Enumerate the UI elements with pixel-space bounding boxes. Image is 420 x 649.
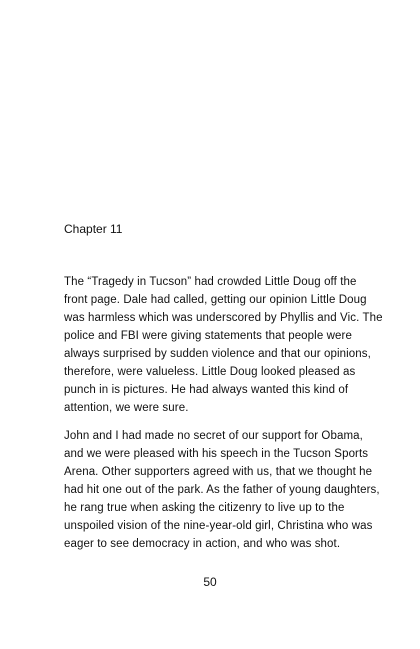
paragraph-line: had hit one out of the park. As the father of young daughters, xyxy=(64,484,380,496)
paragraph-line: punch in is pictures. He had always wanted this kind of xyxy=(64,384,349,396)
paragraph-line: John and I had made no secret of our support for Obama, xyxy=(64,430,363,442)
paragraph-line: eager to see democracy in action, and who was shot. xyxy=(64,538,341,550)
paragraph-1 xyxy=(64,273,383,417)
paragraph-line: was harmless which was underscored by Phyllis and Vic. The xyxy=(64,312,383,324)
paragraph-line: always surprised by sudden violence and that our opinions, xyxy=(64,348,371,360)
paragraph-line: and we were pleased with his speech in the Tucson Sports xyxy=(64,448,369,460)
paragraph-line: therefore, were valueless. Little Doug looked pleased as xyxy=(64,366,356,378)
paragraph-line: attention, we were sure. xyxy=(64,402,189,414)
page-number: 50 xyxy=(203,575,217,589)
chapter-body xyxy=(64,273,383,563)
chapter-title: Chapter 11 xyxy=(64,222,123,236)
paragraph-line: Arena. Other supporters agreed with us, that we thought he xyxy=(64,466,373,478)
paragraph-line: The “Tragedy in Tucson” had crowded Little Doug off the xyxy=(64,276,357,288)
paragraph-line: unspoiled vision of the nine-year-old girl, Christina who was xyxy=(64,520,373,532)
paragraph-line: front page. Dale had called, getting our opinion Little Doug xyxy=(64,294,367,306)
paragraph-line: he rang true when asking the citizenry to live up to the xyxy=(64,502,345,514)
paragraph-line: police and FBI were giving statements that people were xyxy=(64,330,352,342)
paragraph-2 xyxy=(64,427,380,553)
